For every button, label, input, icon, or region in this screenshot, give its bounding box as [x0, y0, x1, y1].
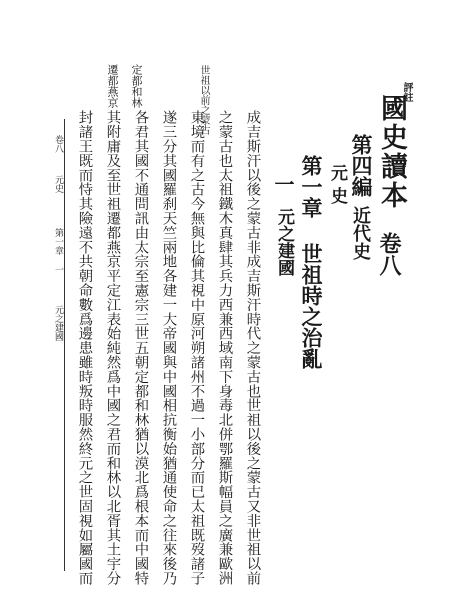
- body-column: 之蒙古也太祖鐵木真肆其兵力西兼西域南下身毒北併鄂羅斯幅員之廣兼歐洲: [216, 110, 233, 586]
- body-column: 成吉斯汗以後之蒙古非成吉斯汗時代之蒙古也世祖以後之蒙古又非世祖以前: [244, 110, 261, 586]
- body-column: 其附庸及至世祖遷都燕京平定江表始純然爲中國之君而和林以北胥其土宇分: [104, 110, 121, 586]
- footer-chapter: 第一章: [53, 228, 63, 255]
- period-heading: 近代史: [350, 206, 371, 260]
- margin-note: 定都和林: [130, 64, 143, 108]
- footer-volume: 卷八: [53, 135, 63, 153]
- body-column: 各君其國不通問訊由太宗至憲宗三世五朝定都和林猶以漠北爲根本而中國特: [132, 110, 149, 586]
- chapter-title: 世祖時之治亂: [299, 243, 324, 369]
- subsection-number: 一: [271, 174, 295, 194]
- margin-note: 遷都燕京: [106, 64, 119, 108]
- book-title: 國史讀本: [376, 94, 407, 210]
- footer-section-number: 一: [53, 265, 63, 274]
- footer-period: 元史: [53, 175, 63, 193]
- subsection-title: 元之建國: [274, 208, 294, 276]
- body-column: 遂三分其國羅刹天竺兩地各建一大帝國與中國相抗衡始猶通使命之往來後乃: [160, 110, 177, 586]
- body-column: 東境而有之古今無與比倫其視中原河朔諸州不過一小部分而已太祖既歿諸子: [188, 110, 205, 586]
- volume-label: 卷八: [376, 232, 402, 276]
- header-label: 評註: [401, 82, 412, 102]
- footer-rule: [64, 119, 65, 571]
- part-heading: 第四編: [349, 134, 374, 197]
- footer-section-title: 元之建國: [53, 305, 63, 341]
- body-column: 封諸王既而恃其險遠不共朝命數爲邊患雖時叛時服然終元之世固視如屬國而: [76, 110, 93, 586]
- margin-note: 世祖以前之蒙古: [198, 65, 209, 135]
- chapter-number: 第一章: [299, 155, 324, 218]
- dynasty-heading: 元史: [327, 164, 347, 210]
